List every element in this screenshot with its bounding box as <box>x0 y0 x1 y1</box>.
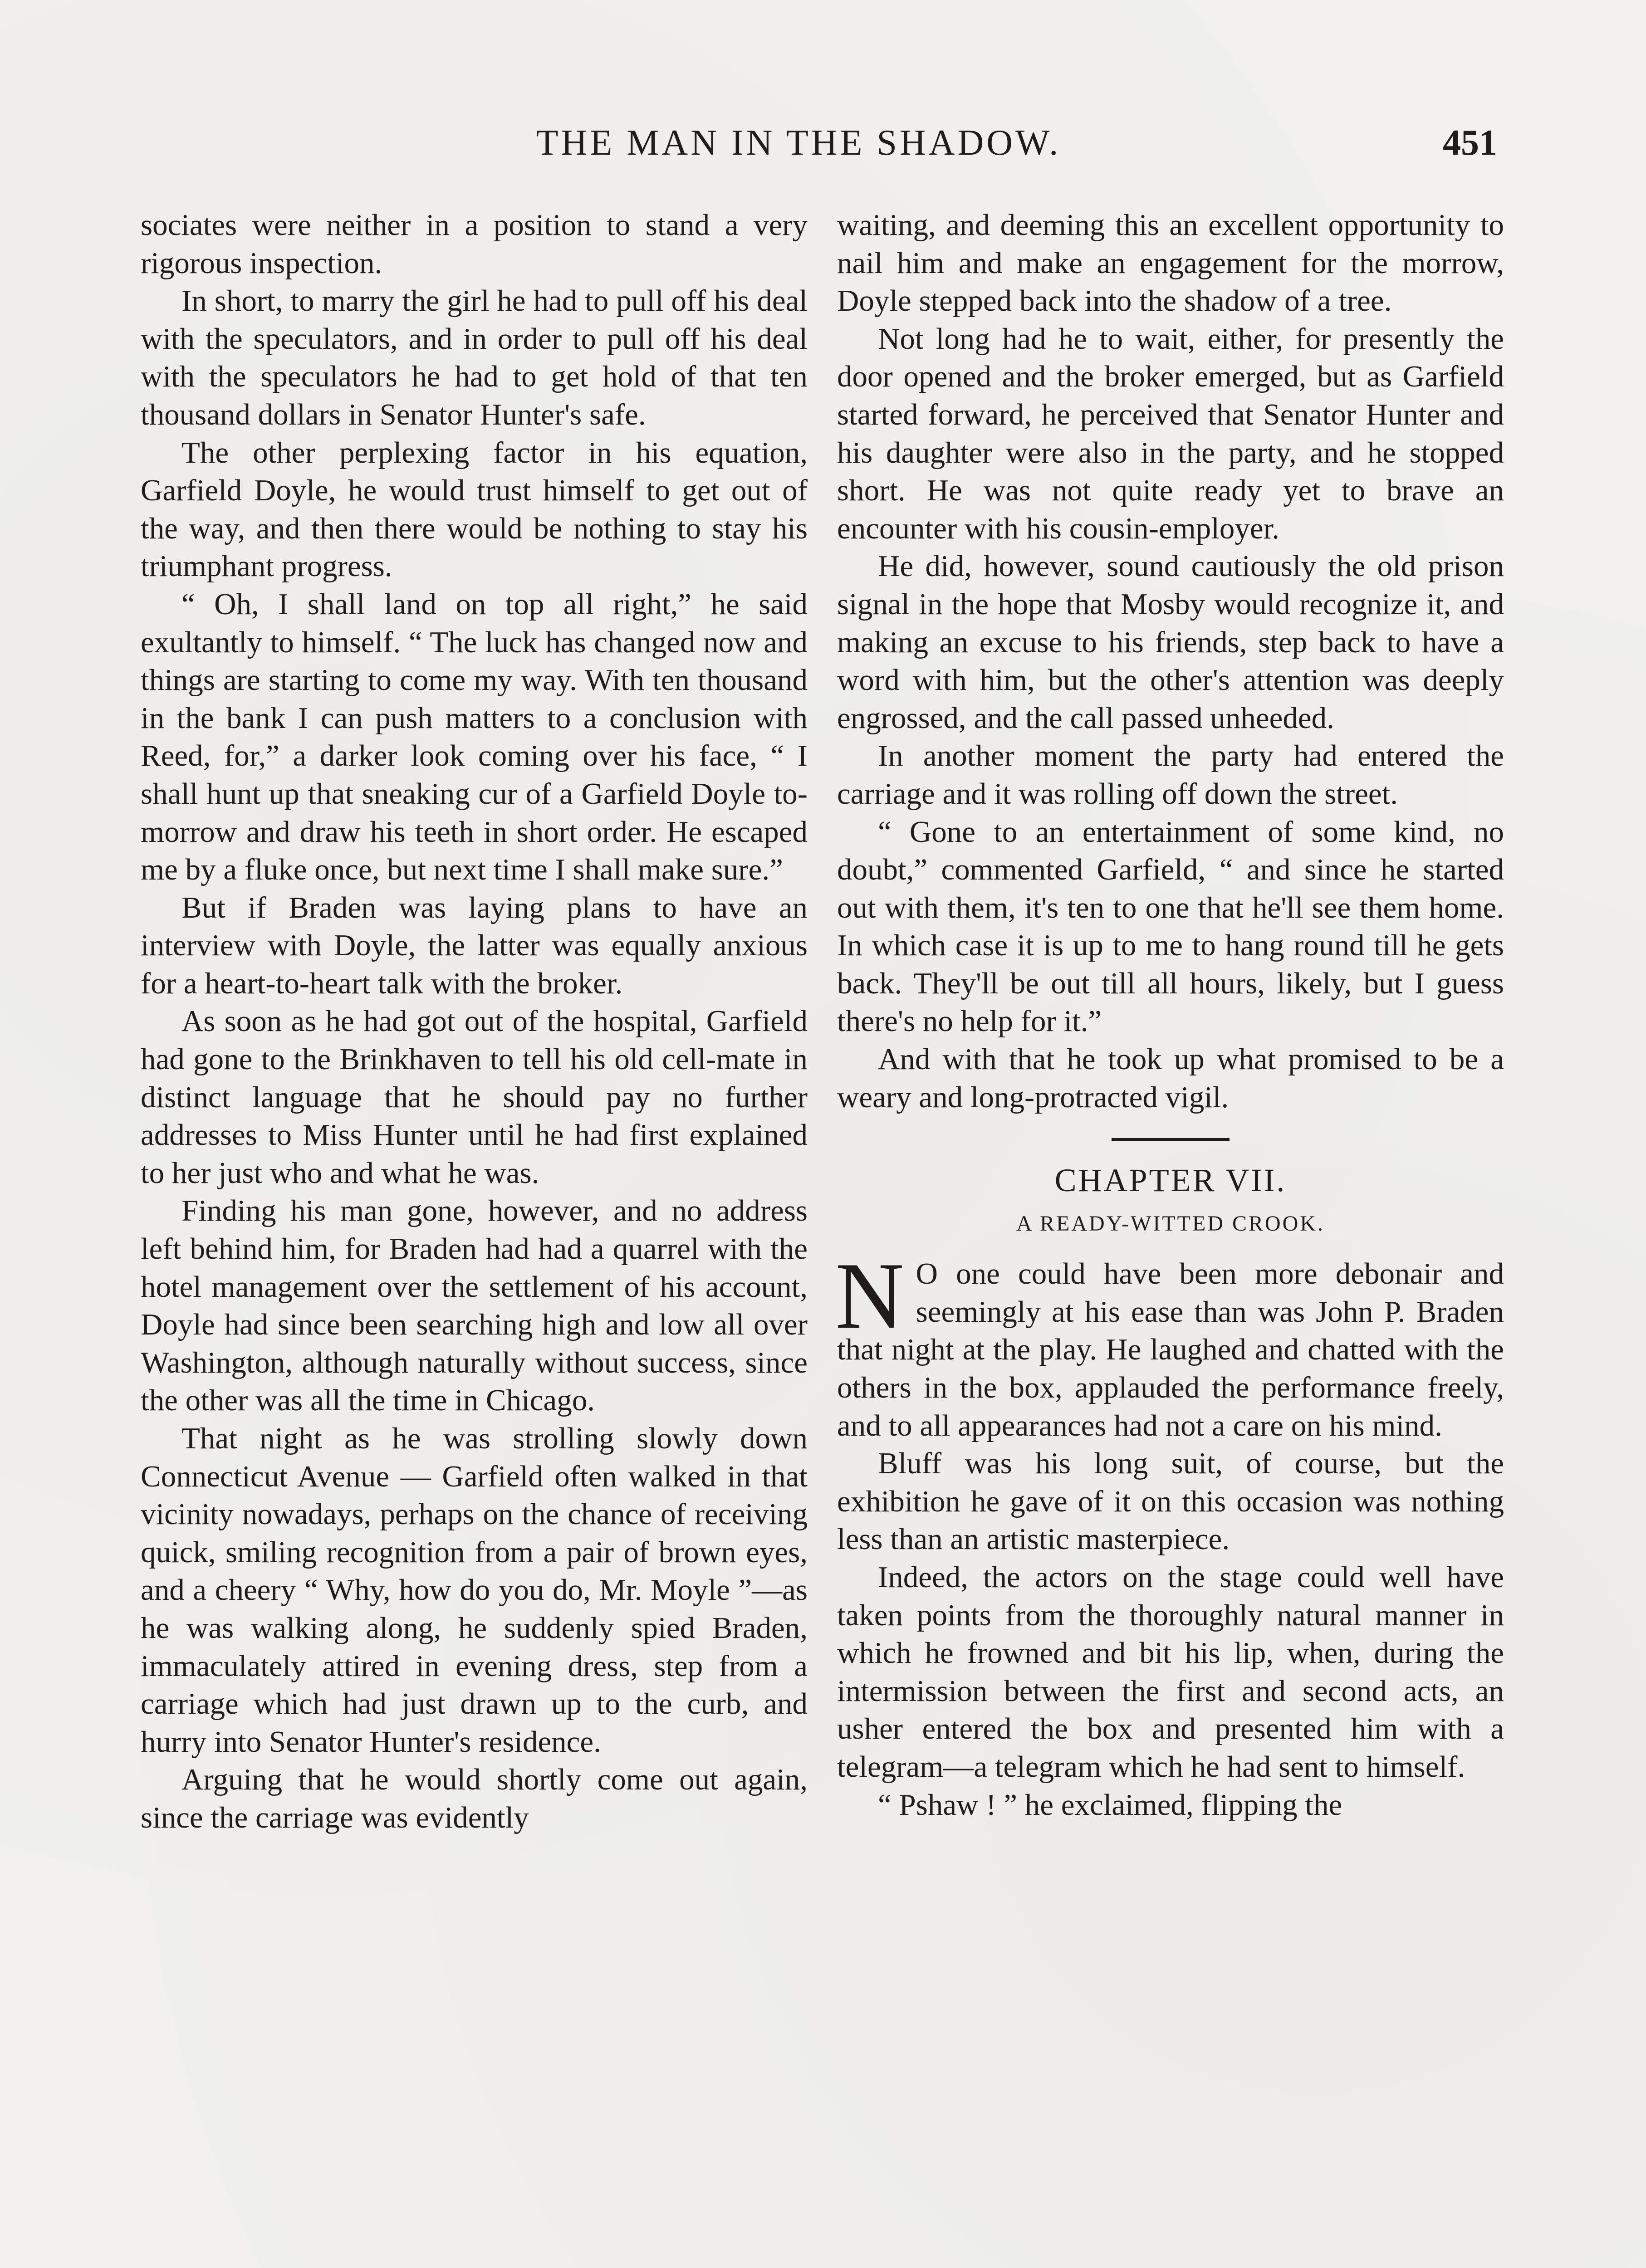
section-rule <box>1112 1138 1230 1141</box>
chapter-opening-text: O one could have been more debonair and seemingly at his ease than was John P. Braden that night at the play. He laughed and chatted with the others in the box, applauded the performance freely, and to all appearances had not a care on his mind. <box>837 1257 1504 1442</box>
paragraph: Bluff was his long suit, of course, but the exhibition he gave of it on this occasion was nothing less than an artistic masterpiece. <box>837 1447 1504 1556</box>
paragraph: As soon as he had got out of the hospital, Garfield had gone to the Brinkhaven to tell his old cell-mate in distinct language that he should pay no further addresses to Miss Hunter until he had first explained to her just who and what he was. <box>141 1004 808 1190</box>
paragraph: In another moment the party had entered the carriage and it was rolling off down the street. <box>837 739 1504 811</box>
running-title: THE MAN IN THE SHADOW. <box>536 123 1061 163</box>
paragraph: The other perplexing factor in his equation, Garfield Doyle, he would trust himself to get out of the way, and then there would be nothing to stay his triumphant progress. <box>141 435 808 583</box>
paragraph: “ Pshaw ! ” he exclaimed, flipping the <box>878 1788 1342 1822</box>
left-column <box>141 206 808 1837</box>
chapter-heading: CHAPTER VII. <box>1054 1162 1287 1199</box>
paragraph: In short, to marry the girl he had to pull off his deal with the speculators, and in order to pull off his deal with the speculators he had to get hold of that ten thousand dollars in Senator Hunter's safe. <box>141 284 808 431</box>
paragraph: Finding his man gone, however, and no address left behind him, for Braden had had a quarrel with the hotel management over the settlement of his account, Doyle had since been searching high and low all over Washington, although naturally without success, since the other was all the time in Chicago. <box>141 1194 808 1418</box>
paragraph: “ Oh, I shall land on top all right,” he said exultantly to himself. “ The luck has changed now and things are starting to come my way. With ten thousand in the bank I can push matters to a conclusion with Reed, for,” a darker look coming over his face, “ I shall hunt up that sneaking cur of a Garfield Doyle to-morrow and draw his teeth in short order. He escaped me by a fluke once, but next time I shall make sure.” <box>141 587 808 887</box>
paragraph: And with that he took up what promised to be a weary and long-protracted vigil. <box>837 1042 1504 1114</box>
chapter-opening-paragraph <box>835 1243 1504 1445</box>
paragraph: “ Gone to an entertainment of some kind, no doubt,” commented Garfield, “ and since he started out with them, it's ten to one that he'll see them home. In which case it is up to me to hang round till he gets back. They'll be out till all hours, likely, but I guess there's no help for it.” <box>837 815 1504 1038</box>
page-number: 451 <box>1443 123 1497 163</box>
paragraph: He did, however, sound cautiously the old prison signal in the hope that Mosby would recognize it, and making an excuse to his friends, step back to have a word with him, but the other's attention was deeply engrossed, and the call passed unheeded. <box>837 549 1504 735</box>
running-head <box>136 122 1497 172</box>
paragraph: Indeed, the actors on the stage could well have taken points from the thoroughly natural manner in which he frowned and bit his lip, when, during the intermission between the first and second acts, an usher entered the box and presented him with a telegram—a telegram which he had sent to himself. <box>837 1560 1504 1784</box>
paragraph: sociates were neither in a position to stand a very rigorous inspection. <box>141 208 808 280</box>
paragraph: That night as he was strolling slowly down Connecticut Avenue — Garfield often walked in that vicinity nowadays, perhaps on the chance of receiving quick, smiling recognition from a pair of brown eyes, and a cheery “ Why, how do you do, Mr. Moyle ”—as he was walking along, he suddenly spied Braden, immaculately attired in evening dress, step from a carriage which had just drawn up to the curb, and hurry into Senator Hunter's residence. <box>141 1422 808 1759</box>
right-column <box>837 206 1504 1824</box>
paragraph: waiting, and deeming this an excellent opportunity to nail him and make an engagement for the morrow, Doyle stepped back into the shadow of a tree. <box>837 208 1504 318</box>
chapter-subtitle: A READY-WITTED CROOK. <box>1016 1212 1325 1236</box>
paragraph: Arguing that he would shortly come out again, since the carriage was evidently <box>141 1763 808 1834</box>
drop-cap: N <box>835 1243 904 1349</box>
paragraph: Not long had he to wait, either, for presently the door opened and the broker emerged, but as Garfield started forward, he perceived that Senator Hunter and his daughter were also in the party, and he stopped short. He was not quite ready yet to brave an encounter with his cousin-employer. <box>837 322 1504 545</box>
paragraph: But if Braden was laying plans to have an interview with Doyle, the latter was equally anxious for a heart-to-heart talk with the broker. <box>141 890 808 1000</box>
